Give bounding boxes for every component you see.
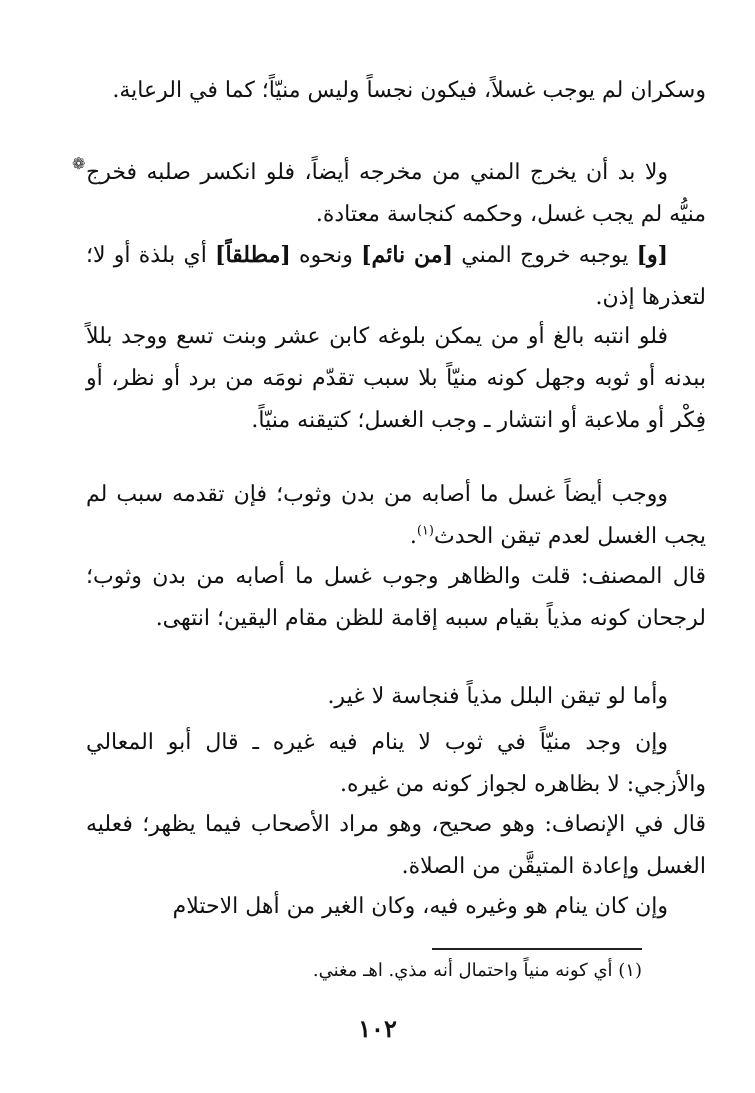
paragraph-9: قال في الإنصاف: وهو صحيح، وهو مراد الأصحاب فيما يظهر؛ فعليه الغسل وإعادة المتيقَّن من الصلاة.: [86, 812, 706, 879]
paragraph-6: قال المصنف: قلت والظاهر وجوب غسل ما أصابه من بدن وثوب؛ لرجحان كونه مذياً بقيام سببه إقامة للظن مقام اليقين؛ انتهى.: [86, 564, 706, 631]
footnote-divider: [432, 948, 642, 950]
margin-marker: ❁: [72, 154, 86, 173]
paragraph-3-part-3: أي بلذة أو لا؛ لتعذرها إذن.: [86, 243, 706, 310]
paragraph-3-part-2: ونحوه: [290, 243, 362, 268]
paragraph-2: ولا بد أن يخرج المني من مخرجه أيضاً، فلو انكسر صلبه فخرج منيُّه لم يجب غسل، وحكمه كنجاسة معتادة.: [86, 160, 706, 227]
paragraph-4: فلو انتبه بالغ أو من يمكن بلوغه كابن عشر وبنت تسع ووجد بللاً ببدنه أو ثوبه وجهل كونه منيّاً بلا سبب تقدّم نومَه من برد أو نظر، أو فِكْر أو ملاعبة أو انتشار ـ وجب الغسل؛ كتيقنه منيّاً.: [86, 324, 706, 433]
paragraph-3-part-1: يوجبه خروج المني: [453, 243, 637, 268]
paragraph-5: [86, 474, 706, 558]
footnote: (١) أي كونه منياً واحتمال أنه مذي. اهـ مغني.: [312, 960, 642, 981]
paragraph-1: وسكران لم يوجب غسلاً، فيكون نجساً وليس منيّاً؛ كما في الرعاية.: [112, 78, 706, 103]
paragraph-3: [86, 234, 706, 319]
bracket-min-naim: [من نائم]: [361, 242, 453, 268]
paragraph-5-end: .: [409, 524, 417, 549]
paragraph-5-text: ووجب أيضاً غسل ما أصابه من بدن وثوب؛ فإن تقدمه سبب لم يجب الغسل لعدم تيقن الحدث: [86, 482, 706, 549]
bracket-mutlaqan: [مطلقاً]: [215, 242, 291, 268]
page-number: ١٠٢: [358, 1014, 397, 1043]
paragraph-8: وإن وجد منيّاً في ثوب لا ينام فيه غيره ـ قال أبو المعالي والأزجي: لا بظاهره لجواز كونه من غيره.: [86, 730, 706, 797]
paragraph-10: وإن كان ينام هو وغيره فيه، وكان الغير من أهل الاحتلام: [172, 894, 668, 919]
footnote-ref: (١): [416, 523, 434, 539]
paragraph-7: وأما لو تيقن البلل مذياً فنجاسة لا غير.: [327, 684, 668, 709]
bracket-wa: [و]: [636, 242, 669, 268]
